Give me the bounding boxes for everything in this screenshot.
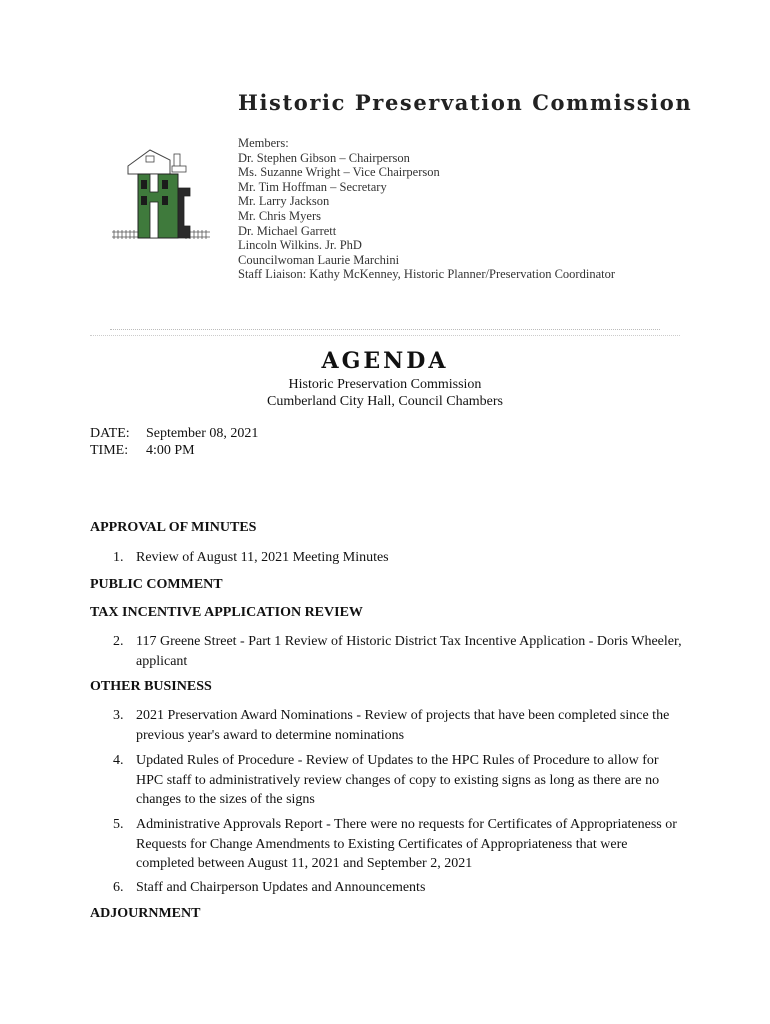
item-text: Administrative Approvals Report - There were no requests for Certificates of Appropriateness or Requests for Change Amendments to Existing Certificates of Appropriateness that were completed between August 11, 2021 and September 2, 2021 <box>136 817 677 871</box>
item-text: Updated Rules of Procedure - Review of Updates to the HPC Rules of Procedure to allow for HPC staff to administratively review changes of copy to existing signs as long as there are no changes to the sizes of the signs <box>136 753 660 807</box>
commission-title: Historic Preservation Commission <box>238 90 693 115</box>
section-heading: ADJOURNMENT <box>90 906 201 921</box>
section-heading: APPROVAL OF MINUTES <box>90 520 257 535</box>
hpc-house-logo-icon <box>110 140 212 242</box>
section-heading: PUBLIC COMMENT <box>90 577 223 592</box>
agenda-item <box>113 878 688 898</box>
member-line: Mr. Chris Myers <box>238 208 321 223</box>
item-text: Staff and Chairperson Updates and Announcements <box>136 880 426 895</box>
agenda-item <box>113 815 688 874</box>
item-text: 2021 Preservation Award Nominations - Review of projects that have been completed since the previous year's award to determine nominations <box>136 708 670 743</box>
member-line: Dr. Michael Garrett <box>238 223 337 238</box>
staff-liaison: Staff Liaison: Kathy McKenney, Historic Planner/Preservation Coordinator <box>238 267 616 282</box>
date-label: DATE: <box>90 426 130 441</box>
members-heading: Members: <box>238 136 289 150</box>
agenda-item <box>113 632 688 671</box>
member-line: Dr. Stephen Gibson – Chairperson <box>238 150 410 165</box>
meeting-time <box>90 443 195 459</box>
member-line: Mr. Tim Hoffman – Secretary <box>238 179 387 194</box>
members-list <box>238 136 615 282</box>
letterhead <box>0 0 770 300</box>
section-heading: OTHER BUSINESS <box>90 679 212 694</box>
agenda-item <box>113 751 688 810</box>
agenda-subtitle: Historic Preservation Commission <box>288 377 482 392</box>
item-number: 4. <box>113 753 124 768</box>
divider <box>110 329 660 330</box>
item-number: 1. <box>113 550 124 565</box>
item-text: 117 Greene Street - Part 1 Review of Historic District Tax Incentive Application - Doris Wheeler, applicant <box>136 634 682 669</box>
agenda-location: Cumberland City Hall, Council Chambers <box>266 394 504 409</box>
time-value: 4:00 PM <box>146 443 195 458</box>
item-number: 6. <box>113 880 124 895</box>
member-line: Councilwoman Laurie Marchini <box>238 252 400 267</box>
agenda-item <box>113 706 688 745</box>
item-text: Review of August 11, 2021 Meeting Minutes <box>136 550 389 565</box>
member-line: Mr. Larry Jackson <box>238 194 330 209</box>
item-number: 5. <box>113 817 124 832</box>
time-label: TIME: <box>90 443 129 458</box>
divider <box>90 335 680 336</box>
meeting-date <box>90 426 258 442</box>
agenda-title: AGENDA <box>321 348 449 374</box>
member-line: Lincoln Wilkins. Jr. PhD <box>238 238 362 253</box>
date-value: September 08, 2021 <box>146 426 259 441</box>
member-line: Ms. Suzanne Wright – Vice Chairperson <box>238 165 440 180</box>
item-number: 2. <box>113 634 124 649</box>
agenda-item <box>113 548 688 568</box>
section-heading: TAX INCENTIVE APPLICATION REVIEW <box>90 605 363 620</box>
item-number: 3. <box>113 708 124 723</box>
